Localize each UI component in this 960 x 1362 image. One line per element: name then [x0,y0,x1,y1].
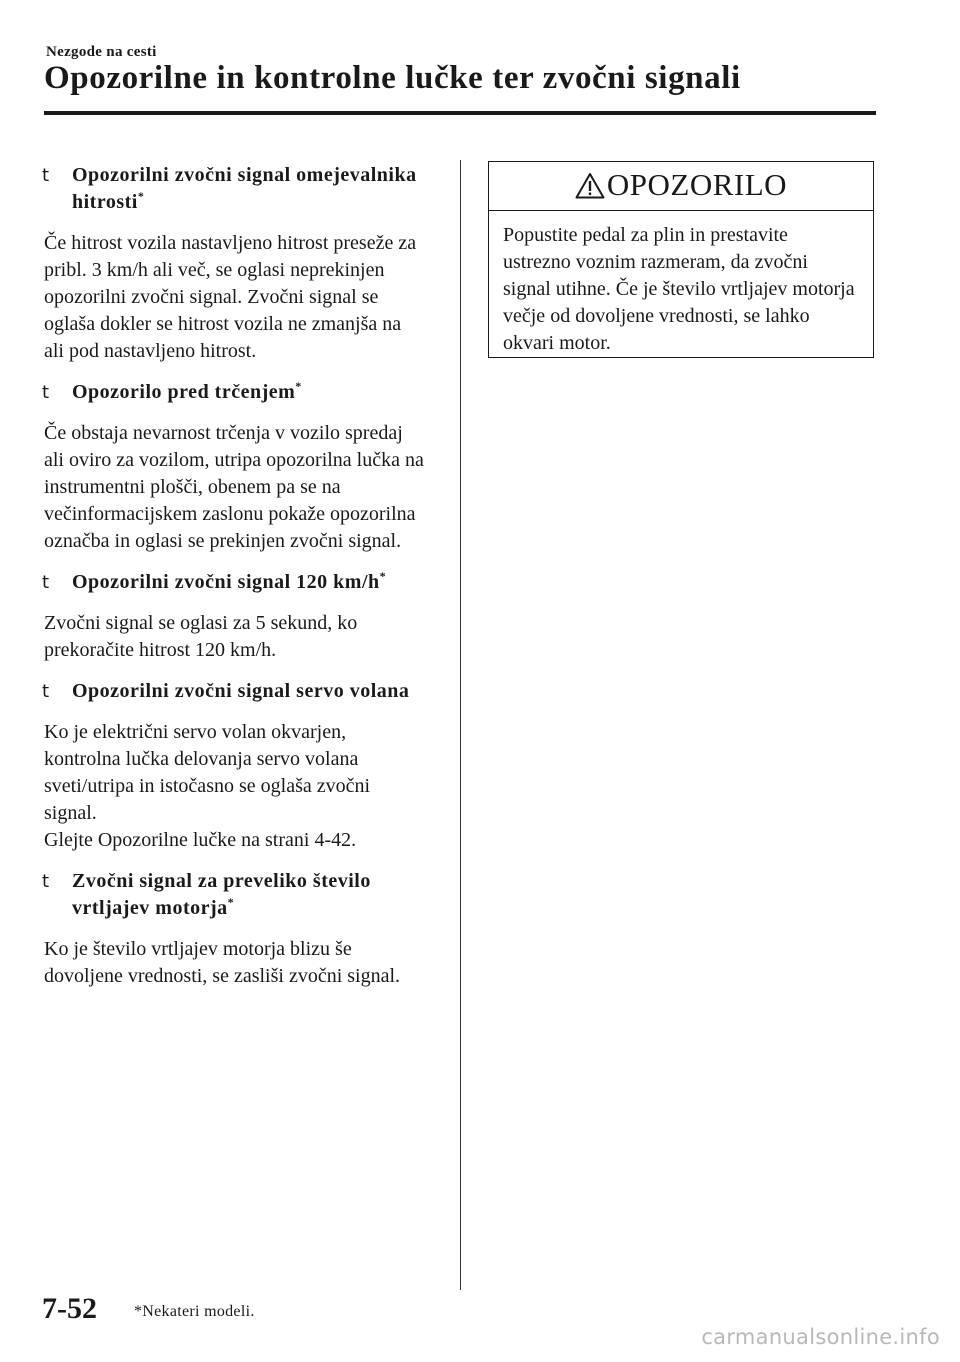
watermark: carmanualsonline.info [701,1325,940,1349]
asterisk-mark: * [227,895,235,909]
bullet-icon: t [42,572,50,593]
page-number: 7-52 [42,1292,97,1325]
warning-title: OPOZORILO [606,167,788,202]
bullet-icon: t [42,382,50,403]
footnote: *Nekateri modeli. [134,1303,255,1320]
paragraph: Ko je število vrtljajev motorja blizu še dovoljene vrednosti, se zasliši zvočni signal. [44,938,401,987]
left-column [44,162,424,1002]
asterisk-mark: * [295,379,302,393]
heading-text: Opozorilni zvočni signal omejevalnika hitrosti [72,164,417,213]
paragraph: Če obstaja nevarnost trčenja v vozilo spredaj ali oviro za vozilom, utripa opozorilna lučka na instrumentni plošči, obenem pa se na večinformacijskem zaslonu pokaže opozorilna označba in oglasi se prekinjen zvočni signal. [44,422,424,552]
paragraph: Ko je električni servo volan okvarjen, kontrolna lučka delovanja servo volana sveti/utripa in istočasno se oglaša zvočni signal. [44,721,371,824]
heading-engine-rpm-signal [44,868,424,922]
heading-120kmh-signal [44,569,424,596]
page-title: Opozorilne in kontrolne lučke ter zvočni signali [44,60,741,96]
paragraph: Če hitrost vozila nastavljeno hitrost preseže za pribl. 3 km/h ali več, se oglasi neprekinjen opozorilni zvočni signal. Zvočni signal se oglaša dokler se hitrost vozila ne zmanjša na ali pod nastavljeno hitrost. [44,232,417,362]
warning-triangle-icon [575,172,605,199]
heading-text: Opozorilni zvočni signal 120 km/h [72,571,380,593]
warning-header [489,162,873,211]
heading-text: Zvočni signal za preveliko število vrtljajev motorja [72,870,371,919]
section-label: Nezgode na cesti [46,44,157,60]
bullet-icon: t [42,165,50,186]
asterisk-mark: * [379,569,387,583]
warning-text: Popustite pedal za plin in prestavite ustrezno voznim razmeram, da zvočni signal utihne. Če je število vrtljajev motorja večje od dovoljene vrednosti, se lahko okvari motor. [503,224,855,354]
warning-box [488,161,874,358]
title-rule [44,111,876,115]
bullet-icon: t [42,681,50,702]
heading-collision-warning [44,379,424,406]
asterisk-mark: * [137,189,145,203]
heading-text: Opozorilni zvočni signal servo volana [72,680,410,702]
heading-text: Opozorilo pred trčenjem [72,381,296,403]
paragraph: Zvočni signal se oglasi za 5 sekund, ko prekoračite hitrost 120 km/h. [44,612,358,661]
paragraph-reference: Glejte Opozorilne lučke na strani 4-42. [44,829,357,851]
heading-speed-limiter-signal [44,162,424,216]
column-divider [460,160,461,1290]
heading-power-steering-signal [44,678,424,705]
bullet-icon: t [42,871,50,892]
